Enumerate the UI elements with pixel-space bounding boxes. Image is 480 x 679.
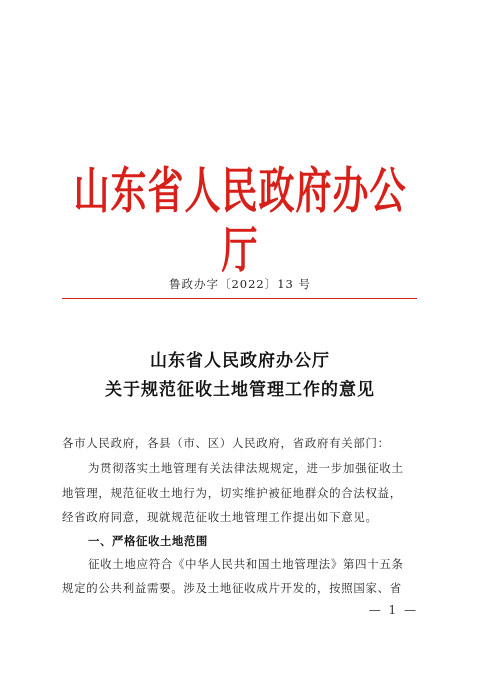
intro-line-2: 地管理，规范征收土地行为，切实维护被征地群众的合法权益， [62,486,402,500]
intro-line-3: 经省政府同意，现就规范征收土地管理工作提出如下意见。 [62,510,378,524]
section1-line-1: 征收土地应符合《中华人民共和国土地管理法》第四十五条 [88,557,404,571]
section-heading-1: 一、严格征收土地范围 [88,534,208,548]
document-title-line-2: 关于规范征收土地管理工作的意见 [105,380,375,400]
section1-line-2: 规定的公共利益需要。涉及土地征收成片开发的，按照国家、省 [62,581,402,595]
masthead-title: 山东省人民政府办公厅 [73,164,407,280]
intro-line-1: 为贯彻落实土地管理有关法律法规规定，进一步加强征收土 [88,461,404,475]
red-divider [62,298,417,299]
salutation: 各市人民政府，各县（市、区）人民政府，省政府有关部门： [62,436,390,450]
document-title-line-1: 山东省人民政府办公厅 [150,351,330,371]
document-number: 鲁政办字〔2022〕13 号 [168,277,312,291]
page-number: — 1 — [368,603,418,617]
